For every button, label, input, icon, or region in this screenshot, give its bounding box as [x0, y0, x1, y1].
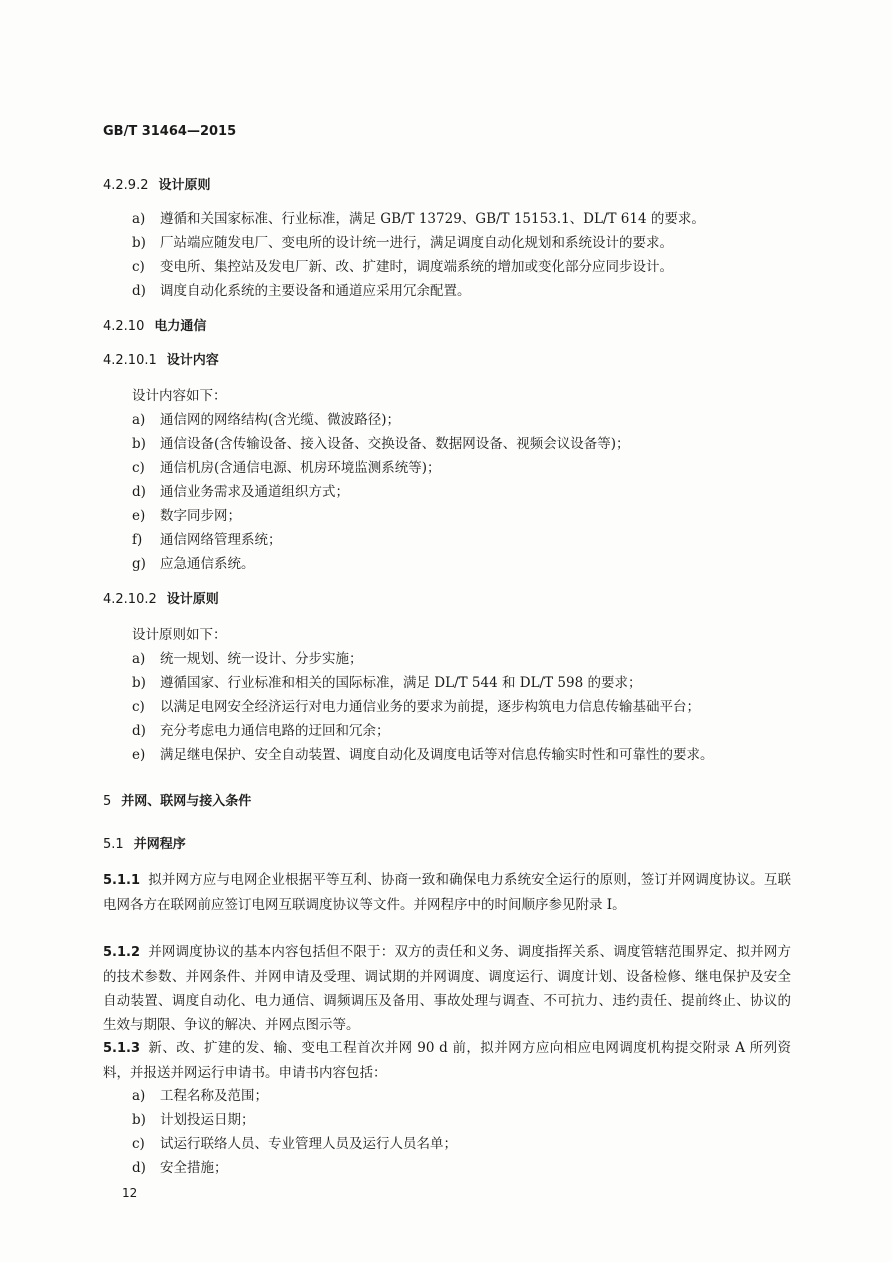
- clause-text: 新、改、扩建的发、输、变电工程首次并网 90 d 前，拟并网方应向相应电网调度机构提交附录 A 所列资料，并报送并网运行申请书。申请书内容包括：: [103, 1040, 791, 1081]
- clause-number: 5.1.3: [103, 1041, 141, 1056]
- list-item: d) 通信业务需求及通道组织方式；: [132, 484, 349, 500]
- list-item: b) 通信设备(含传输设备、接入设备、交换设备、数据网设备、视频会议设备等)；: [132, 436, 630, 452]
- heading-5: [103, 793, 251, 811]
- list-item: f) 通信网络管理系统；: [132, 532, 282, 548]
- paragraph-5-1-2: [103, 940, 791, 1037]
- list-item: a) 遵循和关国家标准、行业标准，满足 GB/T 13729、GB/T 15153.1、DL/T 614 的要求。: [132, 211, 705, 227]
- list-item: e) 数字同步网；: [132, 508, 241, 524]
- section-number: 5: [103, 794, 112, 809]
- list-item: a) 工程名称及范围；: [132, 1088, 268, 1104]
- section-title: 并网程序: [133, 837, 186, 852]
- list-item: b) 遵循国家、行业标准和相关的国际标准，满足 DL/T 544 和 DL/T 598 的要求；: [132, 675, 642, 691]
- list-item: c) 变电所、集控站及发电厂新、改、扩建时，调度端系统的增加或变化部分应同步设计。: [132, 259, 673, 275]
- list-item: b) 计划投运日期；: [132, 1112, 255, 1128]
- standard-code-header: GB/T 31464—2015: [103, 124, 237, 139]
- clause-number: 5.1.2: [103, 945, 141, 960]
- heading-5-1: [103, 836, 186, 854]
- section-number: 5.1: [103, 837, 124, 852]
- list-item: d) 充分考虑电力通信电路的迂回和冗余；: [132, 723, 390, 739]
- list-item: a) 统一规划、统一设计、分步实施；: [132, 651, 363, 667]
- list-item: d) 调度自动化系统的主要设备和通道应采用冗余配置。: [132, 283, 471, 299]
- paragraph-5-1-3: [103, 1036, 791, 1085]
- list-item: d) 安全措施；: [132, 1160, 228, 1176]
- section-title: 设计原则: [166, 592, 219, 607]
- paragraph-5-1-1: [103, 868, 791, 917]
- section-title: 设计内容: [166, 353, 219, 368]
- heading-4-2-10: [103, 318, 206, 336]
- list-item: e) 满足继电保护、安全自动装置、调度自动化及调度电话等对信息传输实时性和可靠性的要求。: [132, 747, 714, 763]
- section-title: 电力通信: [154, 319, 207, 334]
- page-number: 12: [122, 1186, 138, 1200]
- list-item: c) 以满足电网安全经济运行对电力通信业务的要求为前提，逐步构筑电力信息传输基础平台；: [132, 699, 700, 715]
- section-title: 设计原则: [158, 178, 211, 193]
- clause-text: 拟并网方应与电网企业根据平等互利、协商一致和确保电力系统安全运行的原则，签订并网调度协议。互联电网各方在联网前应签订电网互联调度协议等文件。并网程序中的时间顺序参见附录 I。: [103, 872, 791, 913]
- clause-number: 5.1.1: [103, 873, 141, 888]
- list-item: c) 通信机房(含通信电源、机房环境监测系统等)；: [132, 460, 441, 476]
- heading-4-2-10-1: [103, 352, 219, 370]
- list-item: a) 通信网的网络结构(含光缆、微波路径)；: [132, 412, 401, 428]
- section-title: 并网、联网与接入条件: [121, 794, 252, 809]
- intro-text: 设计内容如下：: [132, 388, 227, 404]
- list-item: c) 试运行联络人员、专业管理人员及运行人员名单；: [132, 1136, 457, 1152]
- section-number: 4.2.10: [103, 319, 145, 334]
- intro-text: 设计原则如下：: [132, 627, 227, 643]
- section-number: 4.2.10.2: [103, 592, 157, 607]
- list-item: b) 厂站端应随发电厂、变电所的设计统一进行，满足调度自动化规划和系统设计的要求。: [132, 235, 673, 251]
- section-number: 4.2.10.1: [103, 353, 157, 368]
- clause-text: 并网调度协议的基本内容包括但不限于：双方的责任和义务、调度指挥关系、调度管辖范围界定、拟并网方的技术参数、并网条件、并网申请及受理、调试期的并网调度、调度运行、调度计划、设备检修、继电保护及安全自动装置、调度自动化、电力通信、调频调压及备用、事故处理与调查、不可抗力、违约责任、提前终止、协议的生效与期限、争议的解决、并网点图示等。: [103, 944, 791, 1033]
- section-number: 4.2.9.2: [103, 178, 149, 193]
- list-item: g) 应急通信系统。: [132, 556, 255, 572]
- heading-4-2-10-2: [103, 591, 219, 609]
- heading-4-2-9-2: [103, 177, 211, 195]
